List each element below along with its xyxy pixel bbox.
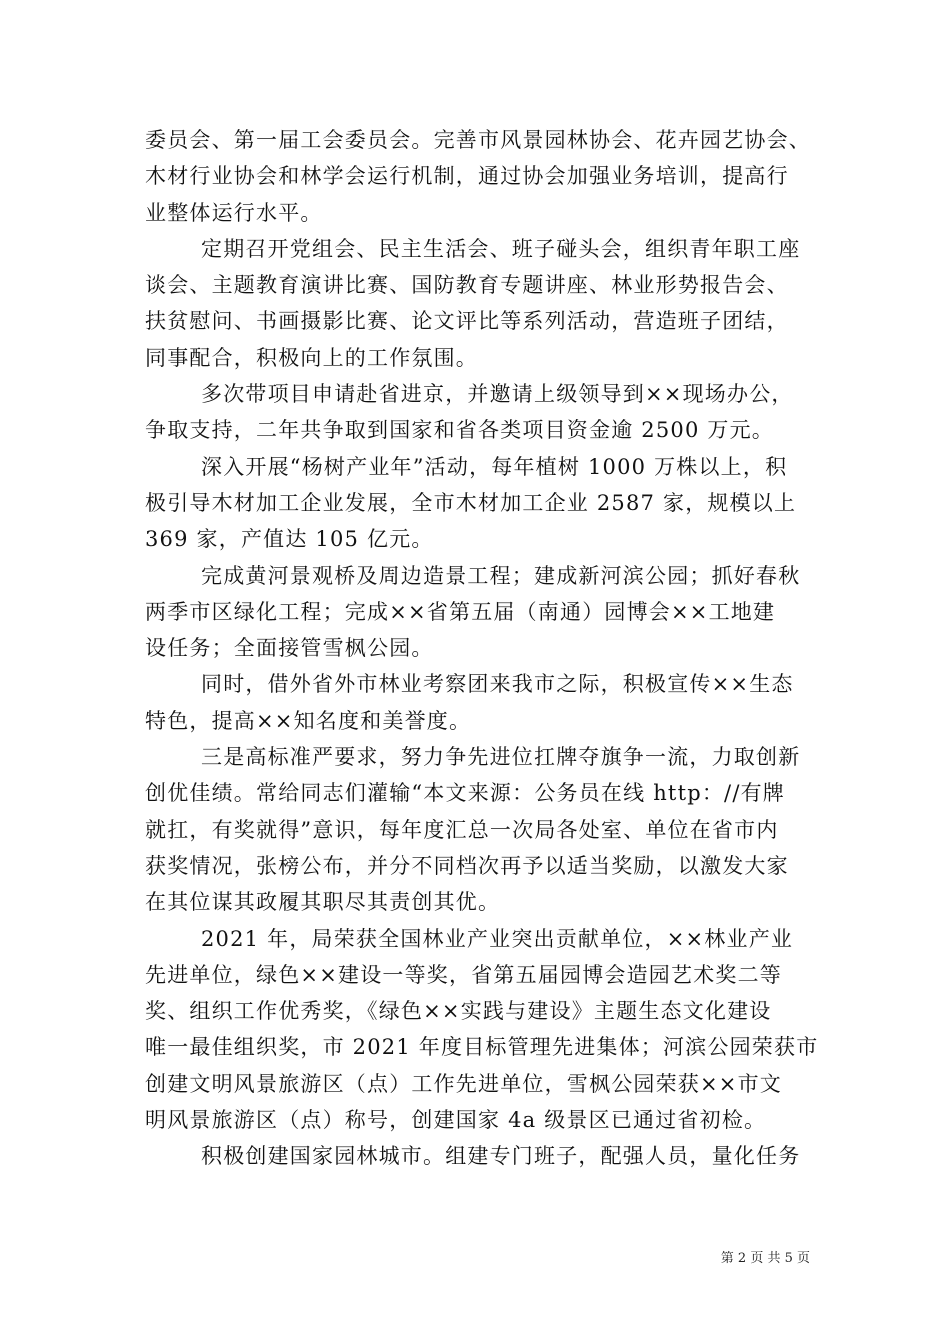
text-line: 业整体运行水平。: [145, 200, 323, 225]
paragraph-7: [145, 739, 810, 920]
text-line: 369 家，产值达 105 亿元。: [145, 527, 434, 552]
text-line: 创优佳绩。常给同志们灌输“本文来源：公务员在线 http：//有牌: [145, 781, 786, 806]
text-line: 谈会、主题教育演讲比赛、国防教育专题讲座、林业形势报告会、: [145, 273, 789, 298]
body-text: [145, 122, 819, 1175]
text-line: 同时，借外省外市林业考察团来我市之际，积极宣传××生态: [201, 672, 794, 697]
text-line: 就扛，有奖就得”意识，每年度汇总一次局各处室、单位在省市内: [145, 817, 779, 842]
text-line: 2021 年，局荣获全国林业产业突出贡献单位，××林业产业: [201, 926, 794, 951]
text-line: 唯一最佳组织奖，市 2021 年度目标管理先进集体；河滨公园荣获市: [145, 1035, 819, 1060]
text-line: 明风景旅游区（点）称号，创建国家 4a 级景区已通过省初检。: [145, 1108, 767, 1133]
text-line: 扶贫慰问、书画摄影比赛、论文评比等系列活动，营造班子团结，: [145, 309, 789, 334]
text-line: 三是高标准严要求，努力争先进位扛牌夺旗争一流，力取创新: [201, 745, 801, 770]
text-line: 多次带项目申请赴省进京，并邀请上级领导到××现场办公，: [201, 382, 794, 407]
text-line: 深入开展“杨树产业年”活动，每年植树 1000 万株以上，积: [201, 454, 788, 479]
text-line: 积极创建国家园林城市。组建专门班子，配强人员，量化任务: [201, 1144, 801, 1169]
text-line: 完成黄河景观桥及周边造景工程；建成新河滨公园；抓好春秋: [201, 563, 801, 588]
paragraph-1: [145, 122, 810, 231]
text-line: 争取支持，二年共争取到国家和省各类项目资金逾 2500 万元。: [145, 418, 774, 443]
text-line: 获奖情况，张榜公布，并分不同档次再予以适当奖励，以激发大家: [145, 853, 789, 878]
paragraph-2: [145, 231, 810, 376]
text-line: 设任务；全面接管雪枫公园。: [145, 636, 434, 661]
paragraph-3: [145, 376, 810, 449]
text-line: 奖、组织工作优秀奖，《绿色××实践与建设》主题生态文化建设: [145, 999, 772, 1024]
text-line: 极引导木材加工企业发展，全市木材加工企业 2587 家，规模以上: [145, 490, 797, 515]
text-line: 委员会、第一届工会委员会。完善市风景园林协会、花卉园艺协会、: [145, 128, 811, 152]
paragraph-9: [145, 1138, 810, 1174]
paragraph-4: [145, 449, 810, 558]
paragraph-5: [145, 558, 810, 667]
text-line: 特色，提高××知名度和美誉度。: [145, 708, 472, 733]
text-line: 同事配合，积极向上的工作氛围。: [145, 345, 478, 370]
text-line: 两季市区绿化工程；完成××省第五届（南通）园博会××工地建: [145, 599, 776, 624]
text-line: 木材行业协会和林学会运行机制，通过协会加强业务培训，提高行: [145, 164, 789, 189]
text-line: 定期召开党组会、民主生活会、班子碰头会，组织青年职工座: [201, 236, 801, 261]
paragraph-6: [145, 666, 810, 739]
page-number: 第 2 页 共 5 页: [720, 1251, 810, 1266]
paragraph-8: [145, 921, 819, 1139]
text-line: 创建文明风景旅游区（点）工作先进单位，雪枫公园荣获××市文: [145, 1071, 782, 1096]
text-line: 先进单位，绿色××建设一等奖，省第五届园博会造园艺术奖二等: [145, 962, 782, 987]
text-line: 在其位谋其政履其职尽其责创其优。: [145, 890, 501, 915]
